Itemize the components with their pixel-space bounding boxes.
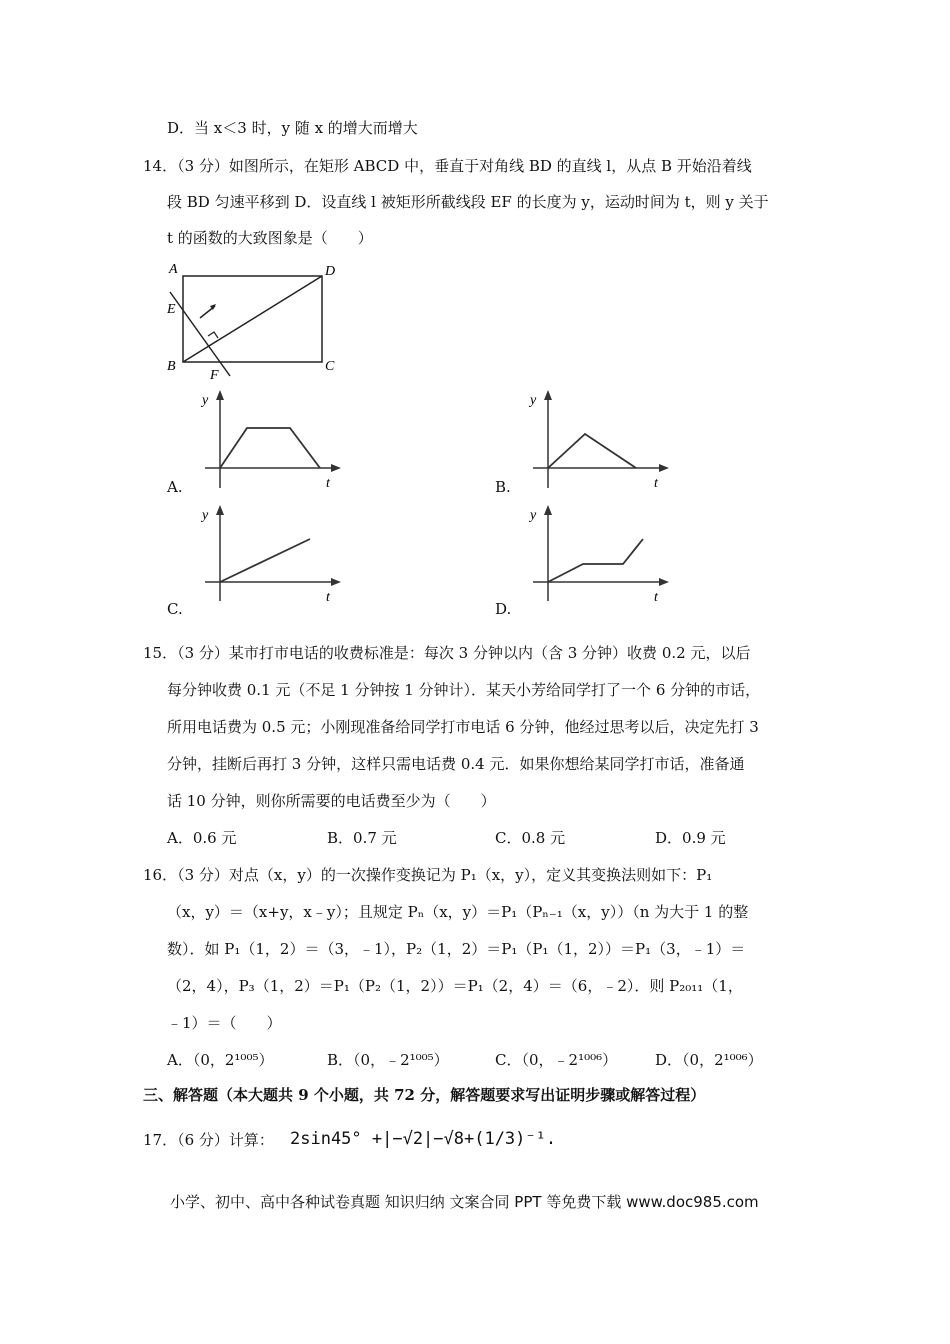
label-d: D bbox=[325, 264, 336, 279]
q14-line-2: 段 BD 匀速平移到 D．设直线 l 被矩形所截线段 EF 的长度为 y，运动时间为 t，则 y 关于 bbox=[167, 193, 769, 211]
q16-line-1: 16．（3 分）对点（x，y）的一次操作变换记为 P₁（x，y），定义其变换法则如下：P₁ bbox=[143, 866, 713, 884]
q14-option-c: C. bbox=[167, 600, 183, 618]
q15-option-b: B．0.7 元 bbox=[327, 829, 397, 847]
q16-line-4: （2，4），P₃（1，2）＝P₁（P₂（1，2））＝P₁（2，4）＝（6，﹣2）．则 P₂₀₁₁（1， bbox=[167, 977, 743, 995]
graph-b bbox=[523, 388, 673, 493]
q14-rectangle-figure bbox=[160, 258, 350, 383]
q16-line-3: 数）．如 P₁（1，2）＝（3，﹣1），P₂（1，2）＝P₁（P₁（1，2））＝P₁（3，﹣1）＝ bbox=[167, 940, 746, 958]
q16-option-d: D．（0，2¹⁰⁰⁶） bbox=[655, 1051, 763, 1069]
label-c: C bbox=[325, 359, 335, 374]
graph-d-y-label: y bbox=[530, 508, 537, 523]
graph-a-curve bbox=[220, 428, 320, 468]
label-f: F bbox=[210, 368, 219, 383]
q15-line-4: 分钟，挂断后再打 3 分钟，这样只需电话费 0.4 元．如果你想给某同学打市话，准备通 bbox=[167, 755, 745, 773]
q15-line-3: 所用电话费为 0.5 元；小刚现准备给同学打市电话 6 分钟，他经过思考以后，决定先打 3 bbox=[167, 718, 759, 736]
graph-d bbox=[523, 503, 673, 608]
q17-prefix: 17．（6 分）计算： bbox=[143, 1131, 274, 1149]
q14-option-d: D. bbox=[495, 600, 512, 618]
q15-line-2: 每分钟收费 0.1 元（不足 1 分钟按 1 分钟计）．某天小芳给同学打了一个 6 分钟的市话， bbox=[167, 681, 761, 699]
graph-d-curve bbox=[548, 539, 643, 582]
q15-option-a: A．0.6 元 bbox=[167, 829, 237, 847]
q14-option-a: A. bbox=[167, 478, 183, 496]
label-a: A bbox=[169, 262, 178, 277]
graph-b-curve bbox=[548, 434, 636, 468]
q15-option-d: D．0.9 元 bbox=[655, 829, 726, 847]
q16-line-2: （x，y）＝（x+y，x﹣y）；且规定 Pₙ（x，y）＝P₁（Pₙ₋₁（x，y））（n 为大于 1 的整 bbox=[167, 903, 749, 921]
q14-line-1: 14．（3 分）如图所示，在矩形 ABCD 中，垂直于对角线 BD 的直线 l，从点 B 开始沿着线 bbox=[143, 157, 752, 175]
right-angle-mark bbox=[208, 332, 218, 338]
graph-c-t-label: t bbox=[326, 590, 330, 605]
q16-option-c: C．（0，﹣2¹⁰⁰⁶） bbox=[495, 1051, 618, 1069]
q14-option-b: B. bbox=[495, 478, 511, 496]
q14-line-3: t 的函数的大致图象是（ ） bbox=[167, 229, 373, 247]
q15-option-c: C．0.8 元 bbox=[495, 829, 566, 847]
graph-a-t-label: t bbox=[326, 476, 330, 491]
label-b: B bbox=[167, 359, 176, 374]
graph-d-t-label: t bbox=[654, 590, 658, 605]
q16-option-a: A．（0，2¹⁰⁰⁵） bbox=[167, 1051, 274, 1069]
q16-option-b: B．（0，﹣2¹⁰⁰⁵） bbox=[327, 1051, 449, 1069]
graph-a bbox=[195, 388, 345, 493]
graph-c-curve bbox=[220, 539, 310, 582]
q17-expression: 2sin45° +|−√2|−√8+(1/3)⁻¹. bbox=[290, 1129, 557, 1149]
graph-b-y-label: y bbox=[530, 393, 537, 408]
section-3-heading: 三、解答题（本大题共 9 个小题，共 72 分，解答题要求写出证明步骤或解答过程） bbox=[143, 1086, 706, 1104]
graph-a-y-label: y bbox=[202, 393, 209, 408]
label-e: E bbox=[167, 302, 176, 317]
page-footer: 小学、初中、高中各种试卷真题 知识归纳 文案合同 PPT 等免费下载 www.doc985.com bbox=[170, 1193, 759, 1211]
q16-line-5: ﹣1）＝（ ） bbox=[167, 1014, 282, 1032]
graph-c-y-label: y bbox=[202, 508, 209, 523]
q15-line-5: 话 10 分钟，则你所需要的电话费至少为（ ） bbox=[167, 792, 496, 810]
graph-b-t-label: t bbox=[654, 476, 658, 491]
diagonal-bd bbox=[183, 276, 322, 362]
q13-option-d: D．当 x＜3 时，y 随 x 的增大而增大 bbox=[167, 119, 418, 137]
graph-c bbox=[195, 503, 345, 608]
q15-line-1: 15．（3 分）某市打市电话的收费标准是：每次 3 分钟以内（含 3 分钟）收费 0.2 元，以后 bbox=[143, 644, 751, 662]
line-l bbox=[170, 292, 230, 376]
